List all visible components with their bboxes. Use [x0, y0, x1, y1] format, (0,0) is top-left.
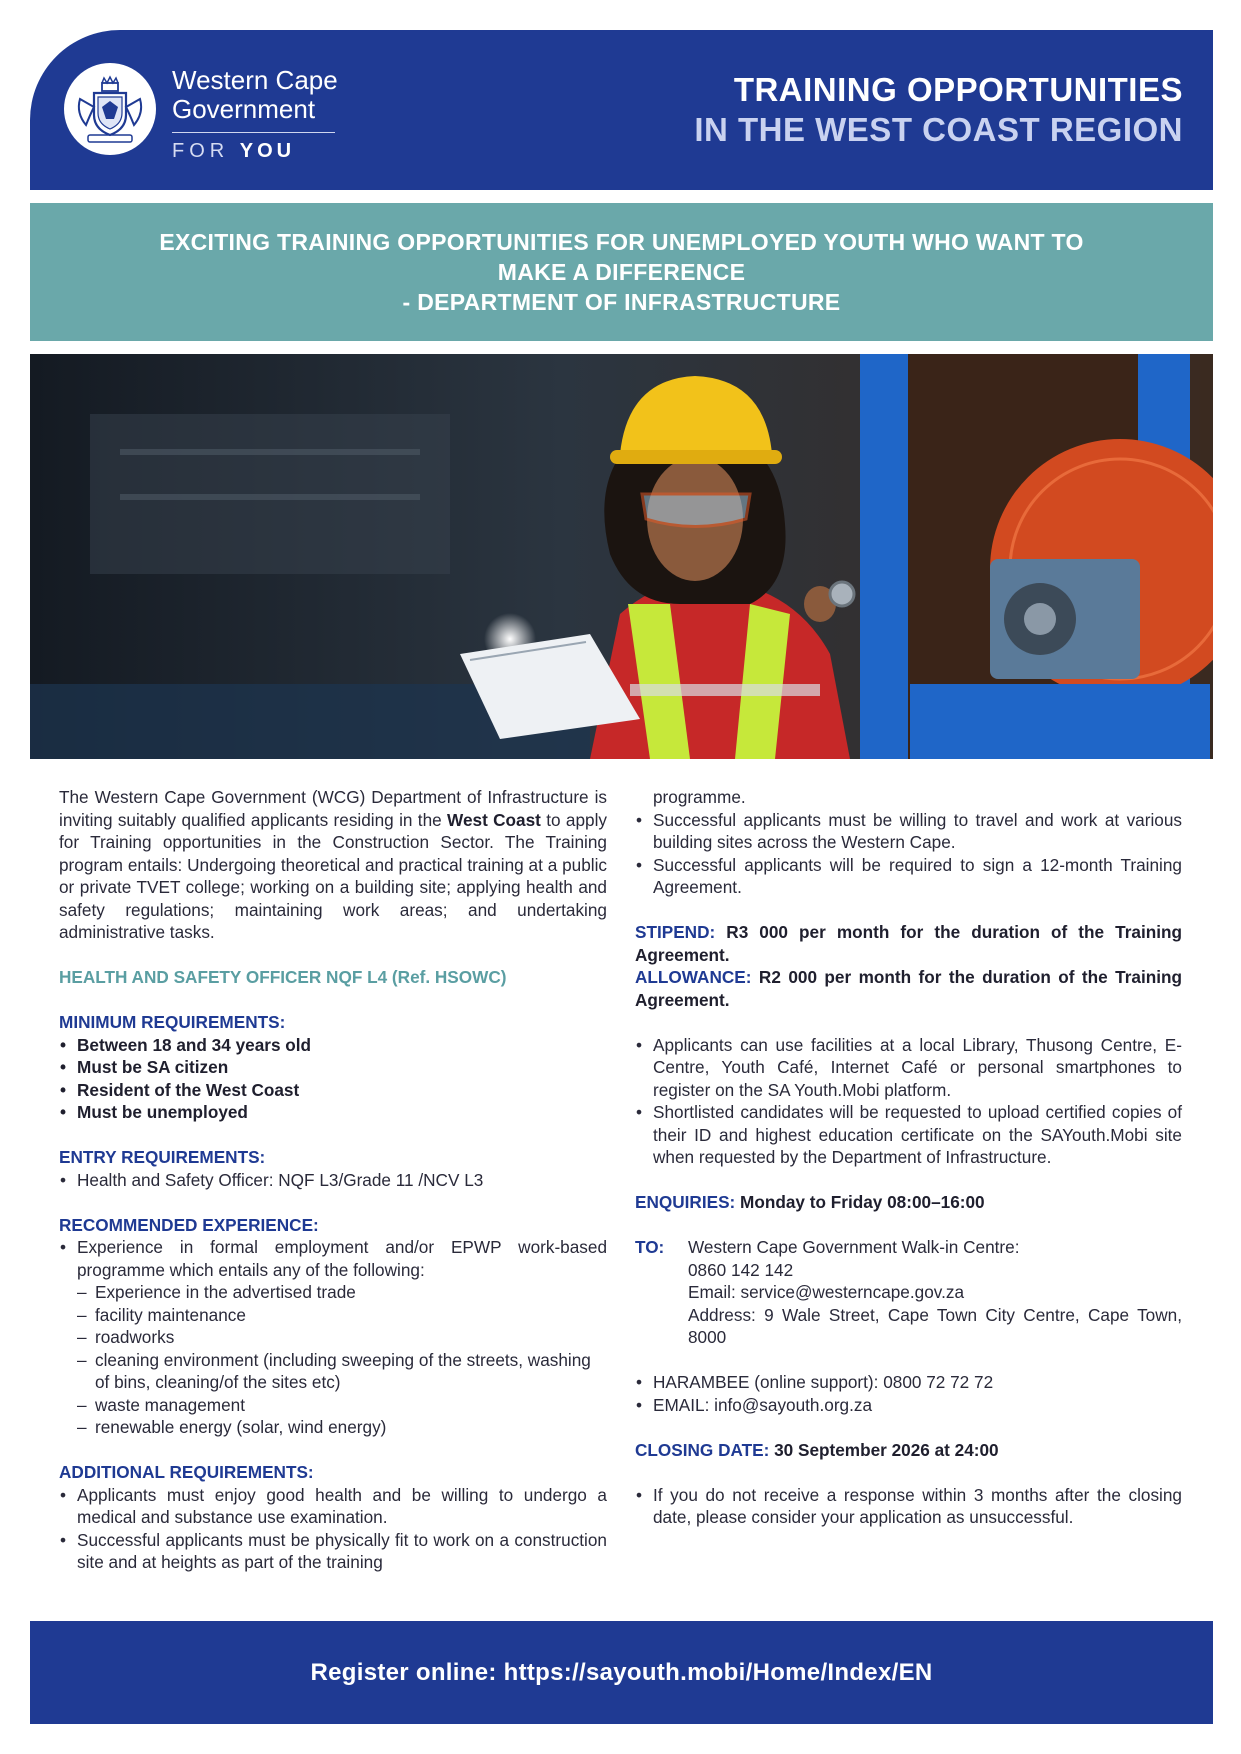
contact-address: Address: 9 Wale Street, Cape Town City Centre, Cape Town, 8000 — [688, 1304, 1182, 1347]
intro-region: West Coast — [447, 809, 541, 830]
allowance-line — [635, 966, 1182, 1011]
contact-phone[interactable]: 0860 142 142 — [688, 1259, 794, 1280]
list-item: – roadworks — [59, 1326, 607, 1349]
minimum-requirements-heading: MINIMUM REQUIREMENTS: — [59, 1012, 286, 1032]
list-item: – cleaning environment (including sweeping of the streets, washing of bins, cleaning/of the sites etc) — [59, 1349, 607, 1394]
minimum-requirements-list — [59, 1034, 607, 1124]
title-line-2: IN THE WEST COAST REGION — [694, 111, 1183, 148]
allowance-label: ALLOWANCE: — [635, 967, 752, 987]
closing-date-text: 30 September 2026 at 24:00 — [769, 1439, 999, 1460]
intro-text-start: The Western Cape Government (WCG) Department of Infrastructure is inviting suitably qualified applicants residing in the — [59, 787, 607, 830]
banner-line-3: - DEPARTMENT OF INFRASTRUCTURE — [402, 289, 841, 315]
list-item: – renewable energy (solar, wind energy) — [59, 1416, 607, 1439]
intro-text-end: to apply for Training opportunities in the Construction Sector. The Training program entails: Undergoing theoretical and practical training at a public or private TVET college; working on a building site; applying health and safety regulations; maintaining work areas; and undertaking administrative tasks. — [59, 809, 608, 942]
list-item: • Successful applicants must be willing to travel and work at various building sites across the Western Cape. — [635, 809, 1182, 854]
recommended-experience-heading: RECOMMENDED EXPERIENCE: — [59, 1214, 319, 1235]
coat-of-arms-logo-icon — [64, 63, 156, 155]
list-item: • Resident of the West Coast — [59, 1079, 607, 1102]
right-column — [635, 786, 1182, 1529]
list-item[interactable]: • EMAIL: info@sayouth.org.za — [635, 1394, 1182, 1417]
additional-requirements-list — [59, 1484, 607, 1574]
stipend-text: R3 000 per month for the duration of the Training Agreement. — [635, 922, 1182, 965]
page-title — [694, 70, 1183, 150]
title-line-1: TRAINING OPPORTUNITIES — [733, 71, 1183, 108]
list-item: • HARAMBEE (online support): 0800 72 72 72 — [635, 1371, 1182, 1394]
list-item: – waste management — [59, 1394, 607, 1417]
banner-line-1: EXCITING TRAINING OPPORTUNITIES FOR UNEMPLOYED YOUTH WHO WANT TO — [159, 229, 1084, 255]
additional-requirements-list-continued — [635, 786, 1182, 899]
logo-for: FOR — [172, 140, 230, 162]
entry-requirements-list — [59, 1169, 607, 1192]
application-info-list — [635, 1034, 1182, 1169]
contact-centre: Western Cape Government Walk-in Centre: — [688, 1237, 1020, 1257]
left-column — [59, 786, 607, 1574]
recommended-experience-list — [59, 1236, 607, 1439]
list-item: • Applicants can use facilities at a local Library, Thusong Centre, E-Centre, Youth Café, Internet Café or personal smartphones to register on the SA Youth.Mobi platform. — [635, 1034, 1182, 1102]
header-banner — [30, 30, 1213, 190]
logo-divider — [172, 132, 335, 133]
list-item: programme. — [653, 787, 746, 807]
allowance-text: R2 000 per month for the duration of the Training Agreement. — [635, 967, 1182, 1010]
banner-line-2: MAKE A DIFFERENCE — [497, 259, 746, 285]
list-item: • Experience in formal employment and/or EPWP work-based programme which entails any of the following: — [59, 1236, 607, 1281]
list-item: • Successful applicants must be physically fit to work on a construction site and at heights as part of the training — [59, 1529, 607, 1574]
list-item: • Must be unemployed — [59, 1101, 607, 1124]
logo-tagline — [172, 140, 338, 163]
stipend-label: STIPEND: — [635, 922, 716, 942]
list-item: – Experience in the advertised trade — [59, 1281, 607, 1304]
list-item: • Health and Safety Officer: NQF L3/Grade 11 /NCV L3 — [59, 1169, 607, 1192]
register-online-footer[interactable]: Register online: https://sayouth.mobi/Home/Index/EN — [30, 1621, 1213, 1724]
enquiries-label: ENQUIRIES: — [635, 1192, 736, 1212]
logo-line-2: Government — [172, 94, 316, 124]
position-title: HEALTH AND SAFETY OFFICER NQF L4 (Ref. HSOWC) — [59, 967, 507, 987]
closing-date-label: CLOSING DATE: — [635, 1439, 770, 1460]
list-item: • Between 18 and 34 years old — [59, 1034, 607, 1057]
list-item: • Shortlisted candidates will be requested to upload certified copies of their ID and highest education certificate on the SAYouth.Mobi site when requested by the Department of Infrastructure. — [635, 1101, 1182, 1169]
stipend-line — [635, 921, 1182, 966]
list-item: • Applicants must enjoy good health and be willing to undergo a medical and substance use examination. — [59, 1484, 607, 1529]
hero-photo-worker — [30, 354, 1213, 759]
list-item: • If you do not receive a response within 3 months after the closing date, please consider your application as unsuccessful. — [635, 1484, 1182, 1529]
logo-line-1: Western Cape — [172, 65, 338, 95]
contact-details — [688, 1236, 1182, 1349]
list-item: – facility maintenance — [59, 1304, 607, 1327]
support-list — [635, 1371, 1182, 1416]
subtitle-banner — [30, 203, 1213, 341]
enquiries-text: Monday to Friday 08:00–16:00 — [735, 1192, 985, 1212]
intro-paragraph — [59, 786, 607, 944]
contact-label: TO: — [635, 1237, 665, 1257]
logo-you: YOU — [239, 140, 296, 162]
entry-requirements-heading: ENTRY REQUIREMENTS: — [59, 1147, 266, 1167]
additional-requirements-heading: ADDITIONAL REQUIREMENTS: — [59, 1462, 314, 1482]
list-item: • Successful applicants will be required to sign a 12-month Training Agreement. — [635, 854, 1182, 899]
closing-date-line — [635, 1439, 1182, 1462]
contact-email[interactable]: Email: service@westerncape.gov.za — [688, 1282, 965, 1302]
enquiries-line — [635, 1191, 1182, 1214]
logo-wordmark — [172, 66, 338, 163]
closing-note-list — [635, 1484, 1182, 1529]
list-item: • Must be SA citizen — [59, 1056, 607, 1079]
contact-block — [635, 1236, 1182, 1349]
